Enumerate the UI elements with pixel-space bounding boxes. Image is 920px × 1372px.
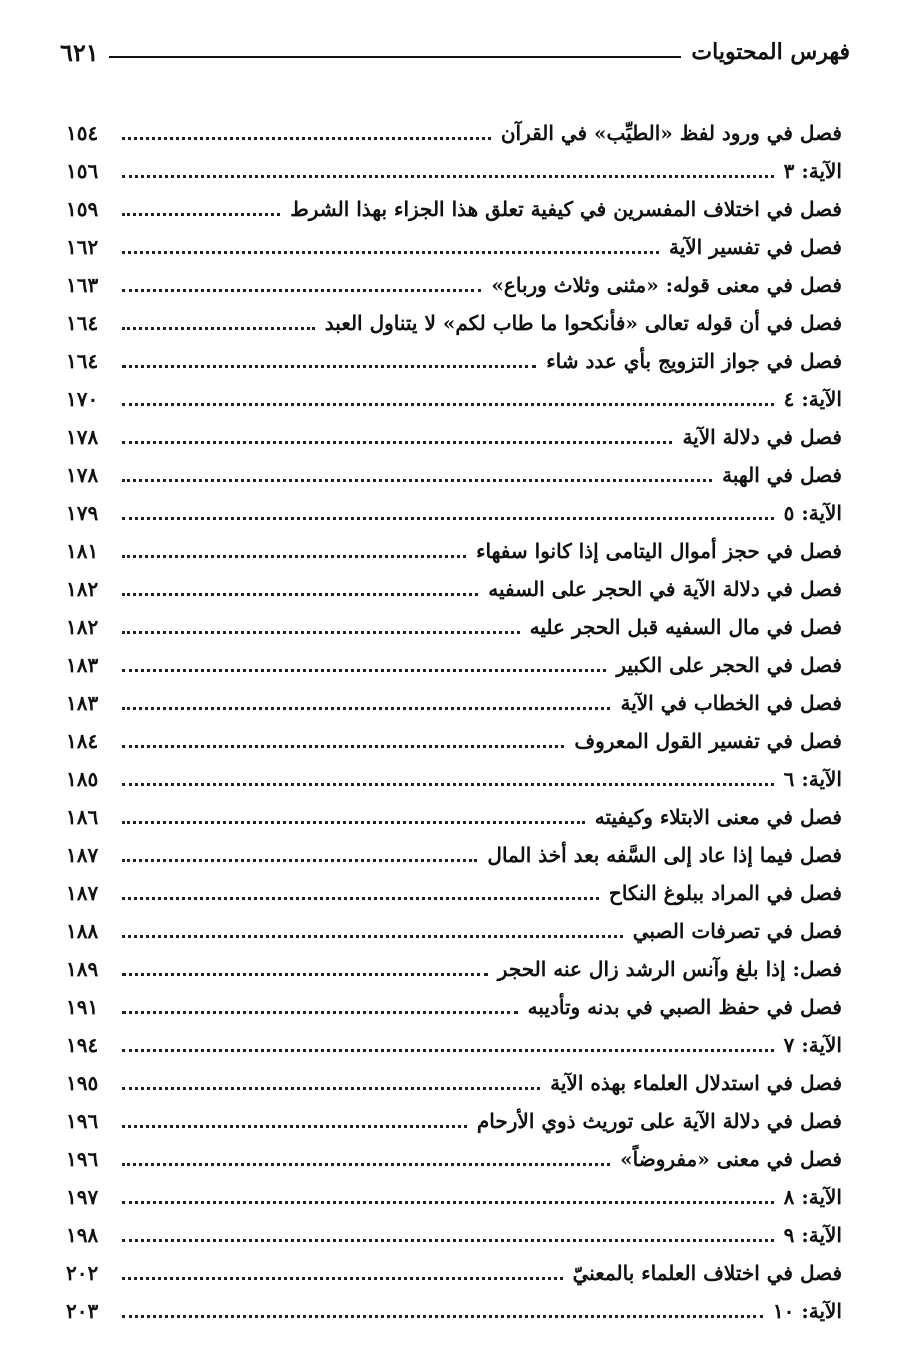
dot-leader [122,213,280,216]
toc-entry-page: ١٨٩ [66,957,99,981]
toc-row [66,184,842,222]
dot-leader [122,973,488,976]
toc-row [66,222,842,260]
toc-entry-title: الآية: ٤ [783,387,842,411]
toc-entry-title: فصل في تفسير الآية [668,235,842,259]
toc-row [66,678,842,716]
toc-entry-page: ١٨٢ [66,615,99,639]
toc-entry-title: الآية: ٦ [783,767,842,791]
dot-leader [122,1315,763,1318]
toc-row [66,944,842,982]
toc-entry-page: ١٨٨ [66,919,99,943]
dot-leader [122,897,599,900]
dot-leader [122,783,774,786]
dot-leader [122,365,536,368]
toc-row [66,1134,842,1172]
toc-entry-title: فصل في اختلاف العلماء بالمعنيّ [572,1261,842,1285]
toc-row [66,108,842,146]
toc-entry-page: ١٩٨ [66,1223,99,1247]
toc-entry-title: فصل في معنى الابتلاء وكيفيته [594,805,842,829]
toc-entry-title: فصل في الخطاب في الآية [620,691,842,715]
toc-entry-title: فصل في دلالة الآية في الحجر على السفيه [488,577,842,601]
toc-entry-page: ١٨٦ [66,805,99,829]
dot-leader [122,1239,774,1242]
dot-leader [122,1163,610,1166]
toc-entry-page: ١٥٦ [66,159,99,183]
dot-leader [122,1125,467,1128]
toc-entry-title: فصل في دلالة الآية [682,425,842,449]
dot-leader [122,707,610,710]
toc-row [66,412,842,450]
toc-entry-page: ١٩٥ [66,1071,99,1095]
toc-row [66,1172,842,1210]
toc-entry-title: فصل في اختلاف المفسرين في كيفية تعلق هذا الجزاء بهذا الشرط [290,197,842,221]
dot-leader [122,935,623,938]
toc-row [66,1096,842,1134]
toc-row [66,830,842,868]
toc-entry-page: ١٨٣ [66,653,99,677]
toc-row [66,1286,842,1324]
toc-row [66,602,842,640]
dot-leader [122,1277,563,1280]
toc-entry-title: فصل في المراد ببلوغ النكاح [608,881,842,905]
header-page-number: ٦٢١ [60,37,99,67]
toc-entry-page: ١٩٦ [66,1147,99,1171]
toc-entry-page: ١٦٢ [66,235,99,259]
page-header [60,30,850,74]
dot-leader [122,745,564,748]
toc-entry-title: فصل في حجز أموال اليتامى إذا كانوا سفهاء [476,539,842,563]
toc-entry-page: ١٩١ [66,995,99,1019]
header-rule [109,56,682,58]
toc-entry-page: ١٨٧ [66,881,99,905]
toc-row [66,906,842,944]
toc-entry-title: الآية: ٨ [783,1185,842,1209]
dot-leader [122,821,585,824]
toc-row [66,640,842,678]
toc-entry-title: فصل في مال السفيه قبل الحجر عليه [529,615,842,639]
toc-entry-title: فصل في الهبة [722,463,842,487]
toc-entry-title: فصل في تفسير القول المعروف [574,729,842,753]
toc-entry-page: ١٥٩ [66,197,99,221]
toc-entry-title: فصل: إذا بلغ وآنس الرشد زال عنه الحجر [497,957,842,981]
toc-entry-page: ١٥٤ [66,121,99,145]
toc-entry-title: فصل في دلالة الآية على توريث ذوي الأرحام [476,1109,842,1133]
toc-row [66,336,842,374]
toc-entry-title: فصل في استدلال العلماء بهذه الآية [550,1071,842,1095]
toc-entry-title: فصل في حفظ الصبي في بدنه وتأديبه [527,995,842,1019]
toc-entry-page: ١٩٤ [66,1033,99,1057]
dot-leader [122,1049,774,1052]
dot-leader [122,327,315,330]
toc-entry-title: فصل فيما إذا عاد إلى السَّفه بعد أخذ المال [487,843,842,867]
toc-entry-page: ١٧٠ [66,387,99,411]
toc-entry-page: ٢٠٣ [66,1299,99,1323]
toc-entry-page: ١٨٢ [66,577,99,601]
toc-entry-page: ١٦٤ [66,349,99,373]
dot-leader [122,669,606,672]
toc-entry-page: ١٦٤ [66,311,99,335]
toc-entry-page: ١٧٨ [66,425,99,449]
toc-entry-page: ١٨١ [66,539,99,563]
dot-leader [122,441,672,444]
toc-row [66,488,842,526]
toc-entry-title: الآية: ١٠ [772,1299,842,1323]
toc-entry-page: ٢٠٢ [66,1261,99,1285]
dot-leader [122,593,478,596]
toc-row [66,1248,842,1286]
toc-row [66,982,842,1020]
toc-row [66,564,842,602]
toc-row [66,450,842,488]
dot-leader [122,555,466,558]
toc-entry-title: فصل في الحجر على الكبير [616,653,842,677]
toc-entry-title: فصل في معنى «مفروضاً» [620,1147,842,1171]
toc-row [66,792,842,830]
dot-leader [122,631,520,634]
toc-entry-page: ١٦٣ [66,273,99,297]
toc-row [66,868,842,906]
toc-entry-page: ١٨٤ [66,729,99,753]
toc-row [66,1210,842,1248]
toc-row [66,754,842,792]
toc-entry-page: ١٨٧ [66,843,99,867]
toc-entry-title: فصل في معنى قوله: «مثنى وثلاث ورباع» [491,273,842,297]
dot-leader [122,175,774,178]
toc-entry-title: فصل في جواز التزويج بأي عدد شاء [546,349,842,373]
toc-row [66,374,842,412]
dot-leader [122,859,477,862]
header-title: فهرس المحتويات [691,39,850,65]
table-of-contents [66,108,842,1324]
dot-leader [122,251,659,254]
dot-leader [122,403,774,406]
toc-row [66,716,842,754]
toc-entry-page: ١٩٧ [66,1185,99,1209]
toc-entry-page: ١٨٣ [66,691,99,715]
toc-entry-title: فصل في تصرفات الصبي [632,919,842,943]
toc-row [66,1020,842,1058]
toc-entry-page: ١٨٥ [66,767,99,791]
toc-entry-title: الآية: ٣ [783,159,842,183]
dot-leader [122,1201,774,1204]
toc-row [66,298,842,336]
dot-leader [122,1087,540,1090]
toc-entry-page: ١٩٦ [66,1109,99,1133]
toc-row [66,260,842,298]
dot-leader [122,137,491,140]
toc-entry-title: فصل في ورود لفظ «الطيِّب» في القرآن [500,121,842,145]
toc-entry-title: الآية: ٩ [783,1223,842,1247]
toc-entry-page: ١٧٩ [66,501,99,525]
toc-row [66,526,842,564]
dot-leader [122,1011,518,1014]
dot-leader [122,517,774,520]
dot-leader [122,479,712,482]
toc-entry-title: فصل في أن قوله تعالى «فأنكحوا ما طاب لكم» لا يتناول العبد [324,311,842,335]
toc-row [66,146,842,184]
dot-leader [122,289,481,292]
toc-row [66,1058,842,1096]
toc-entry-page: ١٧٨ [66,463,99,487]
toc-entry-title: الآية: ٥ [783,501,842,525]
toc-entry-title: الآية: ٧ [783,1033,842,1057]
